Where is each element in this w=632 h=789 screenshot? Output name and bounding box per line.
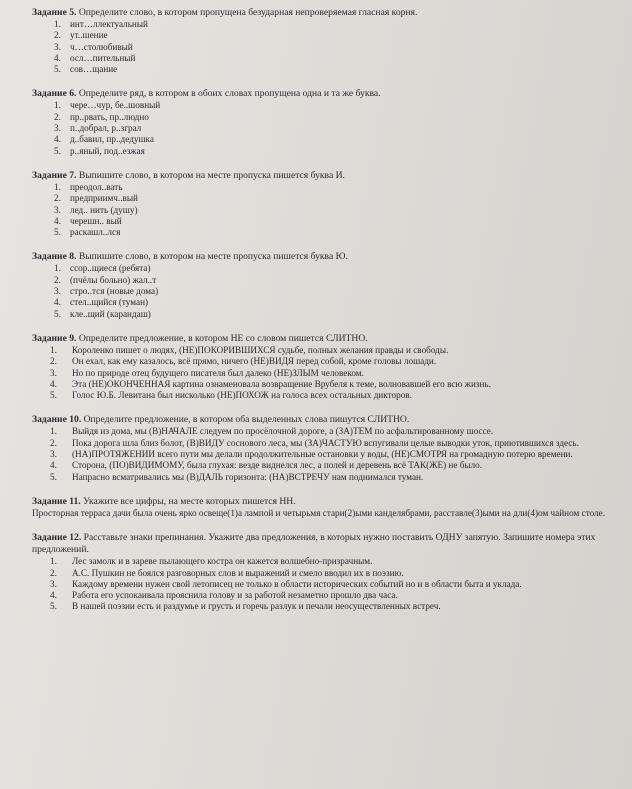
item-number: 2. [54, 30, 61, 41]
task-text: Определите предложение, в котором оба выделенных слова пишутся СЛИТНО. [83, 414, 410, 426]
item-text: Пока дорога шла близ болот, (В)ВИДУ соснового леса, мы (ЗА)ЧАСТУЮ вспугивали целые выводки уток, приютившихся здесь. [72, 437, 579, 448]
item-number: 5. [54, 145, 61, 156]
item-text: (НА)ПРОТЯЖЕНИИ всего пути мы делали продолжительные остановки у воды, (НЕ)СМОТРЯ на громадную потерю времени. [72, 449, 573, 460]
list-item [32, 263, 618, 274]
option-list [32, 182, 618, 238]
item-number: 3. [50, 578, 57, 589]
list-item [32, 216, 618, 227]
item-text: Но по природе отец будущего писателя был далеко (НЕ)ЗЛЫМ человеком. [72, 367, 364, 378]
list-item [32, 53, 618, 64]
list-item [32, 368, 618, 379]
list-item [32, 112, 618, 123]
item-text: р..яный, под..езжая [70, 145, 145, 156]
task-7 [32, 170, 618, 238]
task-title [32, 170, 618, 182]
task-text: Определите слово, в котором пропущена безударная непроверяемая гласная корня. [78, 7, 418, 18]
item-text: В нашей поэзии есть и раздумье и грусть и горечь разлук и печали неосуществленных встреч. [72, 601, 441, 612]
item-number: 2. [54, 193, 61, 204]
list-item [32, 100, 618, 111]
item-number: 5. [50, 471, 57, 482]
item-number: 4. [54, 134, 61, 145]
task-label: Задание 12. [32, 532, 82, 544]
item-text: Выйдя из дома, мы (В)НАЧАЛЕ следуем по просёлочной дороге, а (ЗА)ТЕМ по асфальтированному шоссе. [72, 426, 494, 437]
list-item [32, 205, 618, 216]
item-text: чере…чур, бе..шовный [70, 100, 161, 111]
item-text: предприимч..вый [70, 193, 138, 204]
item-text: Сторона, (ПО)ВИДИМОМУ, была глухая: везде виднелся лес, а полей и деревень всё ТАК(ЖЕ) не было. [72, 460, 483, 471]
task-label: Задание 5. [32, 7, 77, 18]
task-label: Задание 7. [32, 169, 77, 181]
option-list [32, 100, 618, 156]
task-5 [32, 7, 618, 75]
item-text: (пчёлы больно) жал..т [70, 274, 157, 285]
task-title [32, 496, 618, 508]
item-number: 2. [54, 111, 61, 122]
task-9 [32, 333, 618, 401]
list-item [32, 275, 618, 286]
item-text: кле..щий (карандаш) [70, 308, 151, 319]
option-list [32, 19, 618, 75]
task-title [32, 251, 618, 263]
list-item [32, 449, 618, 460]
list-item [32, 438, 618, 449]
task-text: Выпишите слово, в котором на месте пропуска пишется буква И. [78, 169, 345, 181]
list-item [32, 590, 618, 601]
list-item [32, 123, 618, 134]
list-item [32, 579, 618, 590]
task-10 [32, 414, 618, 482]
item-text: черешн.. вый [70, 215, 122, 226]
list-item [32, 379, 618, 390]
item-text: Лес замолк и в зареве пылающего костра он кажется волшебно-призрачным. [72, 556, 373, 567]
task-title [32, 7, 618, 19]
task-6 [32, 88, 618, 156]
task-label: Задание 8. [32, 251, 77, 263]
item-number: 1. [54, 181, 61, 192]
list-item [32, 345, 618, 356]
list-item [32, 146, 618, 157]
task-11 [32, 496, 618, 519]
list-item [32, 227, 618, 238]
list-item [32, 182, 618, 193]
item-number: 3. [50, 449, 57, 460]
task-text: Определите ряд, в котором в обоих словах пропущена одна и та же буква. [78, 88, 381, 100]
item-number: 1. [50, 556, 57, 567]
list-item [32, 30, 618, 41]
option-list [32, 426, 618, 482]
item-number: 5. [54, 64, 61, 75]
item-number: 5. [54, 227, 61, 238]
item-text: осл…пительный [70, 52, 136, 63]
item-number: 3. [54, 286, 61, 297]
task-text: Определите предложение, в котором НЕ со словом пишется СЛИТНО. [78, 332, 368, 344]
item-number: 2. [50, 567, 57, 578]
item-text: стел..щийся (туман) [70, 297, 149, 308]
task-label: Задание 9. [32, 332, 77, 344]
list-item [32, 64, 618, 75]
task-12 [32, 532, 618, 612]
task-label: Задание 10. [32, 414, 82, 426]
item-text: стро..тся (новые дома) [70, 286, 159, 297]
item-number: 3. [54, 41, 61, 52]
task-title [32, 88, 618, 100]
item-number: 5. [50, 601, 57, 612]
task-title [32, 414, 618, 426]
item-text: Напрасно всматривались мы (В)ДАЛЬ горизонта: (НА)ВСТРЕЧУ нам поднимался туман. [72, 471, 424, 482]
list-item [32, 297, 618, 308]
list-item [32, 556, 618, 567]
item-text: ч…столюбивый [70, 41, 133, 52]
task-text: Расставьте знаки препинания. Укажите два предложения, в которых нужно поставить ОДНУ запятую. Запишите номера этих предложений. [32, 532, 596, 556]
item-text: Голос Ю.Б. Левитана был нисколько (НЕ)ПОХОЖ на голоса всех остальных дикторов. [72, 390, 412, 401]
item-text: лед.. нить (душу) [70, 204, 138, 215]
item-text: пр..рвать, пр..людно [70, 111, 149, 122]
item-number: 2. [54, 274, 61, 285]
list-item [32, 134, 618, 145]
item-number: 4. [50, 378, 57, 389]
list-item [32, 19, 618, 30]
item-number: 1. [50, 426, 57, 437]
task-title [32, 333, 618, 345]
list-item [32, 390, 618, 401]
item-number: 2. [50, 356, 57, 367]
task-label: Задание 11. [32, 495, 81, 507]
list-item [32, 460, 618, 471]
item-number: 5. [54, 308, 61, 319]
list-item [32, 309, 618, 320]
item-number: 4. [54, 297, 61, 308]
list-item [32, 601, 618, 612]
item-text: Эта (НЕ)ОКОНЧЕННАЯ картина ознаменовала возвращение Врубеля к теме, волновавшей его всю жизнь. [72, 378, 491, 389]
item-number: 3. [50, 367, 57, 378]
list-item [32, 472, 618, 483]
option-list [32, 345, 618, 401]
task-8 [32, 251, 618, 319]
list-item [32, 356, 618, 367]
option-list [32, 556, 618, 612]
item-number: 5. [50, 390, 57, 401]
item-text: преодол..вать [70, 181, 123, 192]
item-text: ут..шение [70, 30, 108, 41]
item-number: 2. [50, 437, 57, 448]
item-number: 1. [54, 100, 61, 111]
list-item [32, 426, 618, 437]
item-number: 1. [54, 19, 61, 29]
item-text: Каждому времени нужен свой летописец не только в области исторических событий но и в области быта и уклада. [72, 578, 522, 589]
item-number: 1. [50, 344, 57, 355]
task-paragraph: Просторная терраса дачи была очень ярко освеще(1)а лампой и четырьмя стари(2)ыми канделябрами, расставле(3)ыми на дли(4)ом чайном столе. [32, 507, 606, 518]
task-text: Укажите все цифры, на месте которых пишется НН. [83, 495, 296, 507]
item-text: Короленко пишет о людях, (НЕ)ПОКОРИВШИХСЯ судьбе, полных желания правды и свободы. [72, 344, 449, 355]
item-number: 3. [54, 204, 61, 215]
item-text: раскашл..лся [70, 227, 121, 238]
task-title [32, 532, 618, 556]
item-number: 3. [54, 123, 61, 134]
item-text: сов…щание [70, 64, 118, 75]
list-item [32, 286, 618, 297]
item-text: д..бавил, пр..дедушка [70, 134, 154, 145]
list-item [32, 193, 618, 204]
item-text: п..добрал, р..згрaл [70, 123, 142, 134]
item-number: 1. [54, 263, 61, 274]
item-text: ссор..щиеся (ребята) [70, 263, 151, 274]
task-text: Выпишите слово, в котором на месте пропуска пишется буква Ю. [78, 251, 348, 263]
option-list [32, 263, 618, 319]
list-item [32, 568, 618, 579]
item-text: Он ехал, как ему казалось, всё прямо, ничего (НЕ)ВИДЯ перед собой, кроме головы лошади. [72, 356, 437, 367]
item-number: 4. [50, 590, 57, 601]
item-text: Работа его успокаивала прояснила голову и за работой незаметно прошло два часа. [72, 590, 398, 601]
item-text: инт…ллектуальный [70, 19, 148, 29]
item-number: 4. [54, 215, 61, 226]
item-text: А.С. Пушкин не боялся разговорных слов и выражений и смело вводил их в поэзию. [72, 567, 404, 578]
item-number: 4. [50, 460, 57, 471]
list-item [32, 42, 618, 53]
item-number: 4. [54, 52, 61, 63]
task-label: Задание 6. [32, 88, 77, 100]
